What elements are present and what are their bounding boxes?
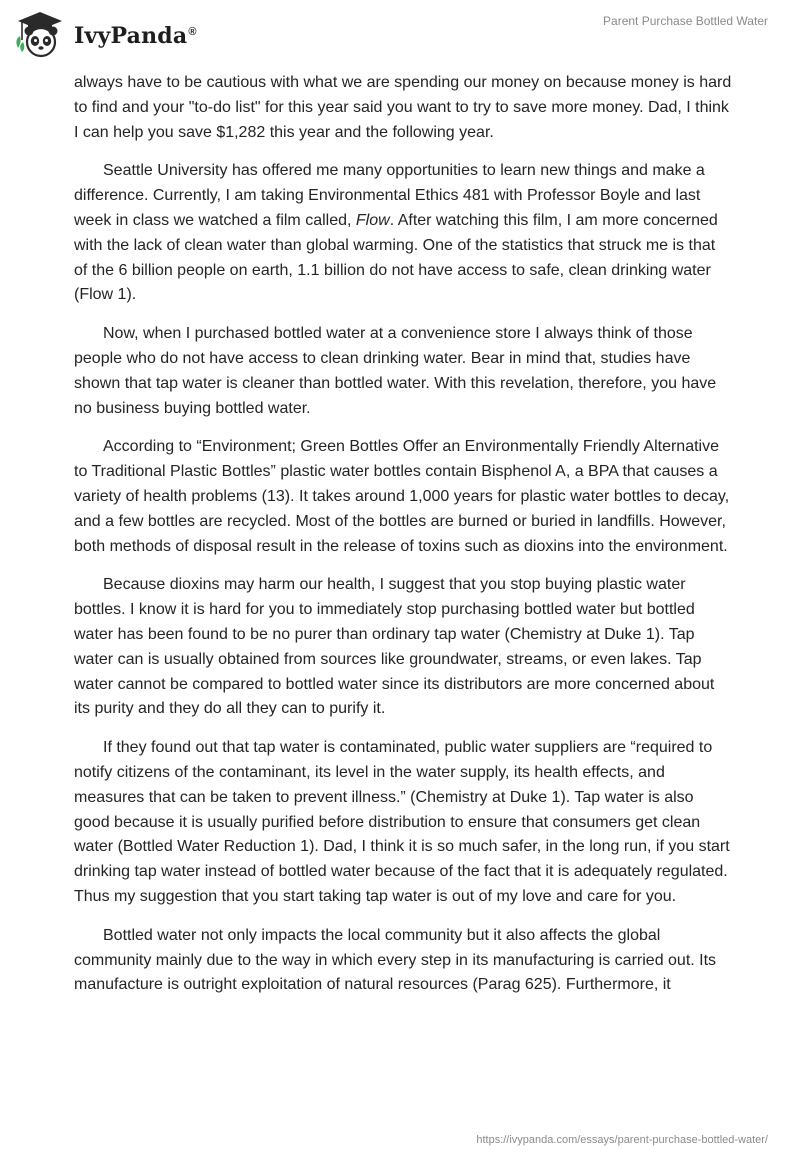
panda-graduate-icon — [14, 10, 66, 58]
essay-paragraph-7: Bottled water not only impacts the local community but it also affects the global community mainly due to the way in which every step in its manufacturing is carried out. Its manufacture is outright exploitation of natural resources (Parag 625). Furthermore, it — [74, 926, 717, 994]
source-url-link[interactable]: https://ivypanda.com/essays/parent-purchase-bottled-water/ — [476, 1134, 768, 1146]
essay-paragraph-6: If they found out that tap water is contaminated, public water suppliers are “required to notify citizens of the contaminant, its level in the water supply, its health effects, and measures that can be taken to prevent illness.” (Chemistry at Duke 1). Tap water is also good because it is usually purified before distribution to ensure that consumers get clean water (Bottled Water Reduction 1). Dad, I think it is so much safer, in the long run, if you start drinking tap water instead of bottled water because of the fact that it is adequately regulated. Thus my suggestion that you start taking tap water is out of my love and care for you. — [74, 739, 730, 905]
essay-paragraph-2 — [74, 159, 732, 308]
essay-paragraph-3: Now, when I purchased bottled water at a convenience store I always think of those people who do not have access to clean drinking water. Bear in mind that, studies have shown that tap water is cleaner than bottled water. With this revelation, therefore, you have no business buying bottled water. — [74, 325, 717, 417]
brand-name-text: IvyPanda — [74, 23, 188, 49]
film-title-emphasis: Flow — [355, 211, 390, 229]
essay-paragraph-5: Because dioxins may harm our health, I suggest that you stop buying plastic water bottles. I know it is hard for you to immediately stop purchasing bottled water but bottled water has been found to be no purer than ordinary tap water (Chemistry at Duke 1). Tap water can is usually obtained from sources like groundwater, streams, or even lakes. Tap water cannot be compared to bottled water since its distributors are more concerned about its purity and they do all they can to purify it. — [74, 576, 715, 718]
brand-name — [74, 23, 197, 49]
brand-logo[interactable] — [14, 10, 197, 58]
essay-paragraph-4: According to “Environment; Green Bottles Offer an Environmentally Friendly Alternative to Traditional Plastic Bottles” plastic water bottles contain Bisphenol A, a BPA that causes a variety of health problems (13). It takes around 1,000 years for plastic water bottles to decay, and a few bottles are recycled. Most of the bottles are burned or buried in landfills. However, both methods of disposal result in the release of toxins such as dioxins into the environment. — [74, 438, 730, 555]
essay-paragraph-1: always have to be cautious with what we are spending our money on because money is hard to find and your "to-do list" for this year said you want to try to save more money. Dad, I think I can help you save $1,282 this year and the following year. — [74, 74, 732, 141]
document-title: Parent Purchase Bottled Water — [603, 14, 768, 28]
paragraph-2-text-b: . After watching this film, I am more concerned with the lack of clean water than global warming. One of the statistics that struck me is that of the 6 billion people on earth, 1.1 billion do not have access to safe, clean drinking water (Flow 1). — [74, 211, 718, 304]
page-header — [0, 0, 800, 72]
registered-mark: ® — [188, 25, 197, 38]
paragraph-2-text-a: Seattle University has offered me many opportunities to learn new things and make a difference. Currently, I am taking Environmental Ethics 481 with Professor Boyle and last week in class we watched a film called, — [74, 162, 705, 229]
essay-body — [74, 71, 732, 1012]
